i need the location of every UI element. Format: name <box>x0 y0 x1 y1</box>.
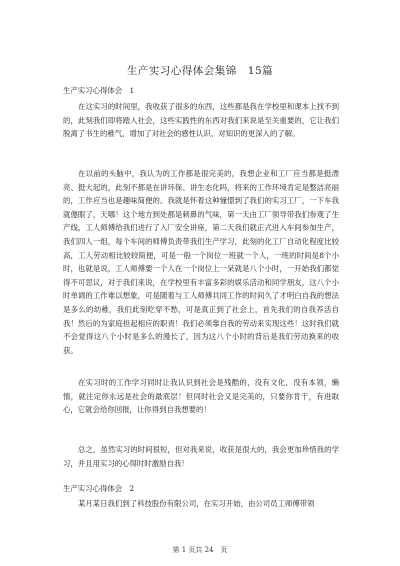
section-heading-2: 生产实习心得体会 2 <box>63 484 135 493</box>
paragraph-2: 在以前的头脑中，我认为的工作都是很完美的，我想企业和工厂应当都是挺漂亮、挺大起的，此刻不都是在讲环保、讲生态化吗，将来的工作环境肯定是整洁亮丽的，工作应当也是趣味简便的。我就是怀着这种憧憬到了我们的实习工厂，一下车我就傻眼了，天哪！这个地方到处都是刺鼻的气味，第一天由工厂领导带我们参观了生产线，工人师傅给我们进行了入厂安全讲座，第二天我们就正式进入车间参加生产，我们四人一组，每个车间的师傅负责带我们生产学习，此刻的化工厂自动化程度比较高，工人劳动相比较较简便，可是一般一个岗位一班就一个人，一班的时间是8个小时，也就是说，工人师傅要一个人在一个岗位上一呆就是八个小时，一开始我们都觉得不可思议，对于我们来说，在学校里有丰富多彩的娱乐活动和同学朋友，这八个小时单调的工作难以想象，可是随着与工人师傅共同工作的时间久了才明白自我的想法是多么的幼稚，我们此刻吃穿不愁，可是真正到了社会上，首先我们的自我养活自我！然后的为家庭担起相应的职责！我们必须靠自我的劳动来实现这些！这时我们就不会觉得这八个小时是多么的漫长了，因为这八个小时的背后是我们劳动换来的收获。 <box>63 169 339 355</box>
paragraph-4: 总之，虽然实习的时间很短，但对我来说，收获是很大的，我会更加珍惜我的学习，并且用实习的心得时时激励自我！ <box>63 445 339 468</box>
document-title: 生产实习心得体会集锦 15篇 <box>126 65 274 77</box>
paragraph-3: 在实习时的工作学习同时让我认识到社会是残酷的，没有文化，没有本领，懒惰，就注定你永远是社会的最底层！但同时社会又是完美的，只要你肯干，有进取心，它就会给你回报，让你得到自我想要的！ <box>63 378 339 415</box>
section-heading-1: 生产实习心得体会 1 <box>63 86 135 95</box>
page-footer: 第 1 页共 24 页 <box>172 546 228 554</box>
paragraph-5: 某月某日我们到了科技股份有限公司，在实习开始，由公司员工师傅带领 <box>78 499 315 508</box>
paragraph-1: 在这实习的时间里，我收获了很多的东西，这些都是我在学校里和课本上找不到的，此刻我们即将踏入社会，这些实践性的东西对我们来说是至关重要的，它让我们脱离了书生的稚气，增加了对社会的感性认识、对知识的更深入的了解。 <box>63 102 339 139</box>
